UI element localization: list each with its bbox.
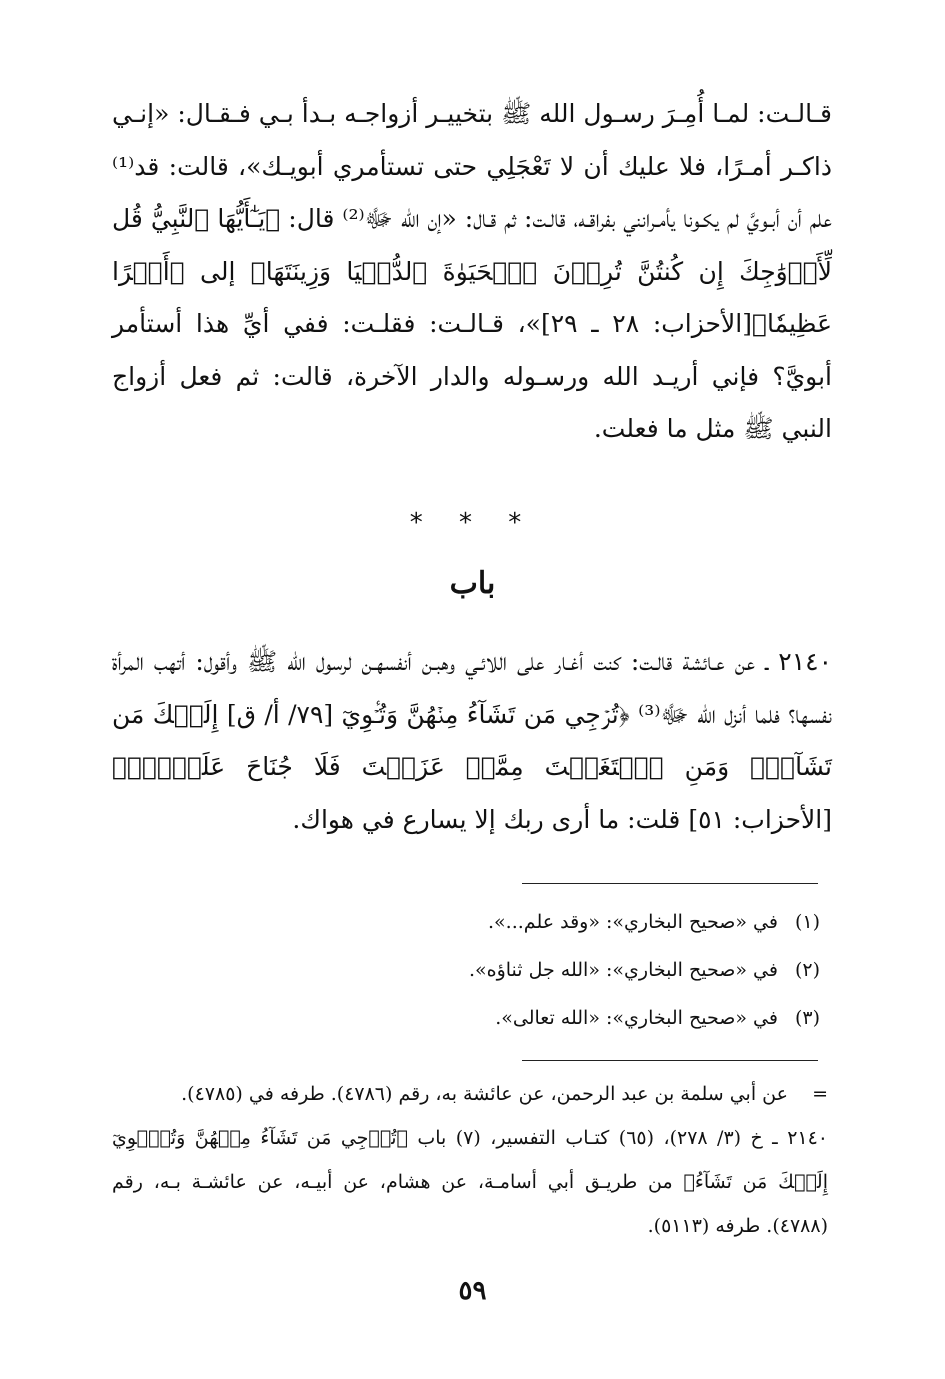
page-number: ٥٩ bbox=[458, 1276, 487, 1306]
footnote-text: في «صحيح البخاري»: «وقد علم...». bbox=[488, 911, 778, 933]
footnote-divider bbox=[522, 883, 818, 884]
note-continuation-text: عن أبي سلمة بن عبد الرحمن، عن عائشة به، رقم (٤٧٨٦). طرفه في (٤٧٨٥). bbox=[181, 1083, 788, 1105]
source-notes bbox=[112, 1072, 828, 1248]
footnote-item bbox=[112, 994, 820, 1042]
note-continuation bbox=[112, 1072, 828, 1116]
hadith-text-continued: قـالـت: لمـا أُمِـرَ رسـول الله ﷺ بتخييـر أزواجـه بـدأ بـي فـقـال: «إنـي ذاكـر أمـرًا، فلا عليك أن لا تَعْجَلِي حتى تستأمري أبويـك»، قالت: قد⁽¹⁾ علم أن أبـويَّ لم يكـونا يأمـرانني بفراقـه، قالـت: ثم قـال: «إن الله ﷻ⁽²⁾ قال: ﴿يَـٰٓأَيُّهَا ٱلنَّبِيُّ قُل لِّأَزۡوَٰجِكَ إِن كُنتُنَّ تُرِدۡنَ ٱلۡحَيَوٰةَ ٱلدُّنۡيَا وَزِينَتَهَا﴾ إلى ﴿أَجۡرًا عَظِيمٗا﴾[الأحزاب: ٢٨ ـ ٢٩]»، قـالـت: فقلـت: ففي أيِّ هذا أستأمر أبويَّ؟ فإني أريـد الله ورسـوله والدار الآخرة، قالت: ثم فعل أزواج النبي ﷺ مثل ما فعلت. bbox=[112, 99, 832, 443]
section-separator: * * * bbox=[409, 508, 536, 538]
footnote-item bbox=[112, 898, 820, 946]
footnote-number: (٣) bbox=[794, 1007, 820, 1029]
hadith-2140-text: ٢١٤٠ ـ عن عـائشة قالـت: كنت أغـار على اللائـي وهبـن أنفسهـن لرسول الله ﷺ وأقول: أتهب المرأة نفسها؟ فلما أنزل الله ﷻ⁽³⁾ ﴿تُرۡجِي مَن تَشَآءُ مِنۡهُنَّ وَتُـٔۡوِيٓ [٧٩/ أ/ ق] إِلَيۡكَ مَن تَشَآءُۖ وَمَنِ ٱبۡتَغَيۡتَ مِمَّنۡ عَزَلۡتَ فَلَا جُنَاحَ عَلَيۡكَۚ﴾ [الأحزاب: ٥١] قلت: ما أرى ربك إلا يسارع في هواك. bbox=[112, 647, 832, 834]
footnote-number: (٢) bbox=[794, 959, 820, 981]
footnotes-list bbox=[112, 898, 820, 1042]
footnote-text: في «صحيح البخاري»: «الله تعالى». bbox=[495, 1007, 778, 1029]
footnote-number: (١) bbox=[794, 911, 820, 933]
footnote-text: في «صحيح البخاري»: «الله جل ثناؤه». bbox=[468, 959, 778, 981]
chapter-heading: باب bbox=[449, 566, 496, 601]
footnote-item bbox=[112, 946, 820, 994]
note-hadith-2140: ٢١٤٠ ـ خ (٣/ ٢٧٨)، (٦٥) كتـاب التفسير، (٧) باب ﴿تُرۡجِي مَن تَشَآءُ مِنۡهُنَّ وَتُـٔۡوِيٓ إِلَيۡكَ مَن تَشَآءُ﴾ من طريـق أبي أسامـة، عن هشام، عن أبيـه، عن عائشـة بـه، رقم (٤٧٨٨). طرفه (٥١١٣). bbox=[112, 1127, 829, 1237]
notes-divider bbox=[522, 1060, 818, 1061]
continuation-mark: = bbox=[812, 1083, 828, 1105]
